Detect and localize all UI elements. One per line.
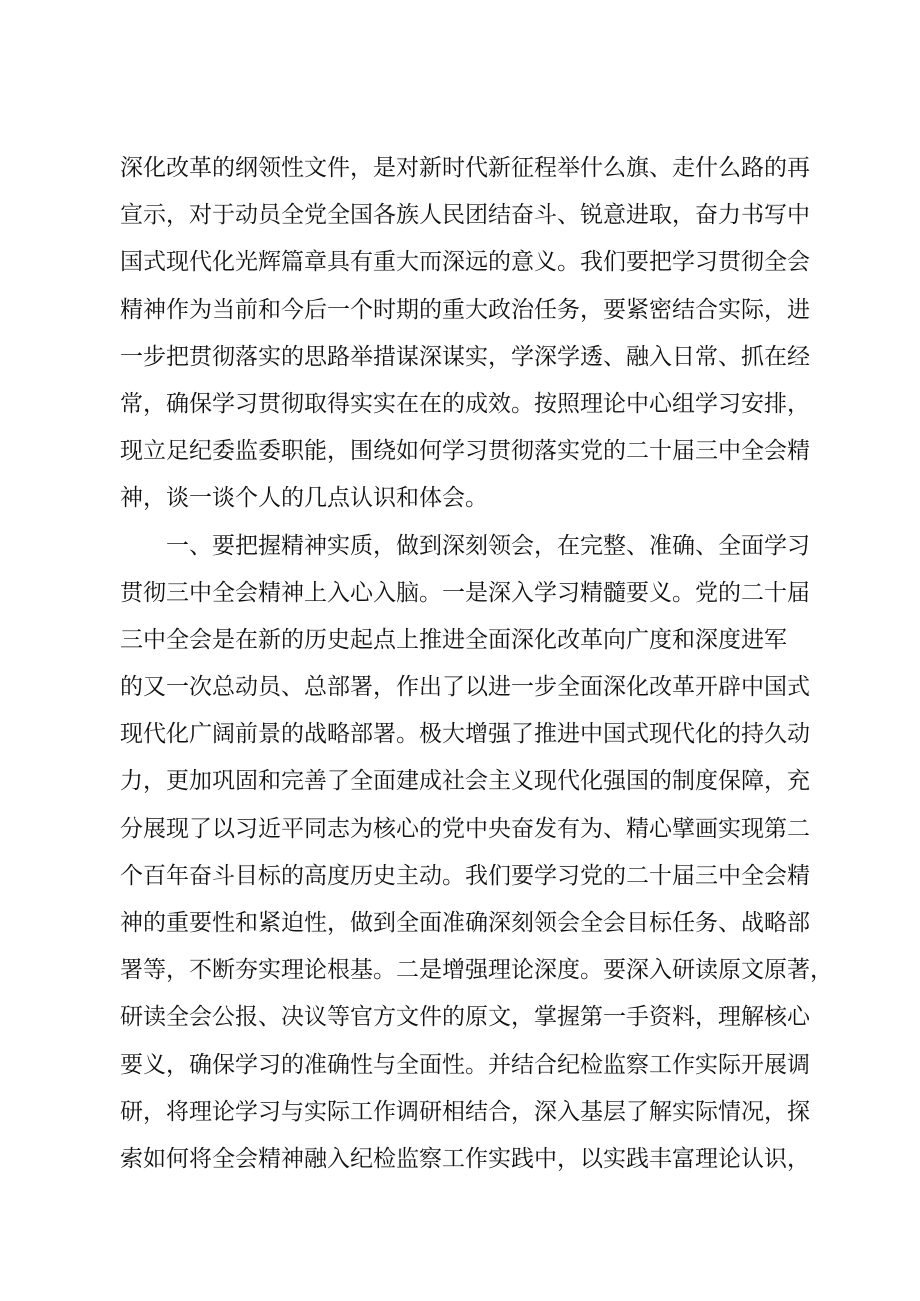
text-line: 的又一次总动员、总部署，作出了以进一步全面深化改革开辟中国式 <box>120 674 810 701</box>
text-line: 三中全会是在新的历史起点上推进全面深化改革向广度和深度进军 <box>120 626 787 653</box>
text-line: 一、要把握精神实质，做到深刻领会，在完整、准确、全面学习 <box>120 532 810 559</box>
text-line: 精神作为当前和今后一个时期的重大政治任务，要紧密结合实际，进 <box>120 296 810 323</box>
text-line: 现立足纪委监委职能，围绕如何学习贯彻落实党的二十届三中全会精 <box>120 438 810 465</box>
text-line: 宣示，对于动员全党全国各族人民团结奋斗、锐意进取，奋力书写中 <box>120 202 810 229</box>
text-line: 研，将理论学习与实际工作调研相结合，深入基层了解实际情况，探 <box>120 1098 810 1125</box>
text-line: 力，更加巩固和完善了全面建成社会主义现代化强国的制度保障，充 <box>120 768 810 795</box>
text-line: 个百年奋斗目标的高度历史主动。我们要学习党的二十届三中全会精 <box>120 862 810 889</box>
text-line: 研读全会公报、决议等官方文件的原文，掌握第一手资料，理解核心 <box>120 1004 810 1031</box>
text-line: 索如何将全会精神融入纪检监察工作实践中，以实践丰富理论认识， <box>120 1145 810 1172</box>
text-line: 国式现代化光辉篇章具有重大而深远的意义。我们要把学习贯彻全会 <box>120 249 810 276</box>
text-line: 深化改革的纲领性文件，是对新时代新征程举什么旗、走什么路的再 <box>120 155 810 181</box>
text-line: 一步把贯彻落实的思路举措谋深谋实，学深学透、融入日常、抓在经 <box>120 343 810 370</box>
text-line: 要义，确保学习的准确性与全面性。并结合纪检监察工作实际开展调 <box>120 1051 810 1078</box>
text-line: 贯彻三中全会精神上入心入脑。一是深入学习精髓要义。党的二十届 <box>120 579 810 606</box>
text-line: 常，确保学习贯彻取得实实在在的成效。按照理论中心组学习安排， <box>120 390 810 417</box>
text-line: 分展现了以习近平同志为核心的党中央奋发有为、精心擘画实现第二 <box>120 815 810 842</box>
text-line: 神，谈一谈个人的几点认识和体会。 <box>120 485 488 512</box>
text-line: 署等，不断夯实理论根基。二是增强理论深度。要深入研读原文原著， <box>120 957 833 984</box>
text-line: 现代化广阔前景的战略部署。极大增强了推进中国式现代化的持久动 <box>120 721 810 748</box>
text-line: 神的重要性和紧迫性，做到全面准确深刻领会全会目标任务、战略部 <box>120 910 810 936</box>
body-text <box>120 145 833 1183</box>
